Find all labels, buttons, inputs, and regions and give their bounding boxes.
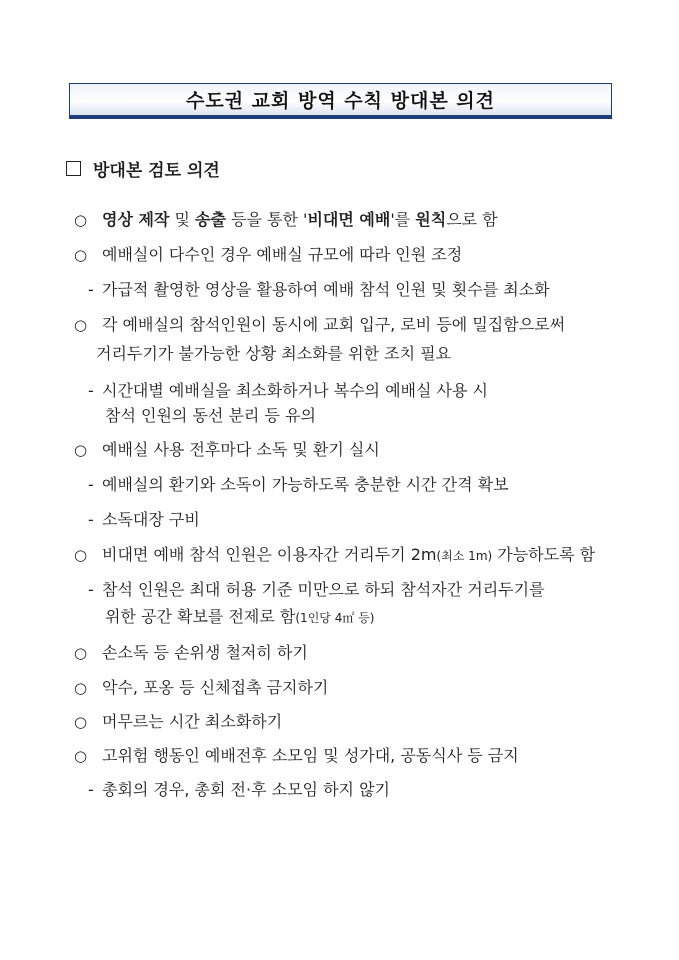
circle-bullet-icon: ○ [74,246,88,264]
sub-list-item: - 참석 인원은 최대 허용 기준 미만으로 하되 참석자간 거리두기를 [88,580,545,599]
section-heading-text: 방대본 검토 의견 [93,161,220,181]
sub-list-item-continuation: 위한 공간 확보를 전제로 함(1인당 4㎡ 등) [105,607,375,626]
sub-list-item-continuation: 참석 인원의 동선 분리 등 유의 [105,406,316,425]
dash-bullet-icon: - [88,510,94,529]
circle-bullet-icon: ○ [74,546,88,564]
dash-bullet-icon: - [88,280,94,299]
list-item: ○ 악수, 포옹 등 신체접촉 금지하기 [74,678,329,697]
list-item: ○ 비대면 예배 참석 인원은 이용자간 거리두기 2m(최소 1m) 가능하도록 함 [74,545,596,564]
list-item: ○ 고위험 행동인 예배전후 소모임 및 성가대, 공동식사 등 금지 [74,746,519,765]
sub-list-item: - 소독대장 구비 [88,510,200,529]
list-item: ○ 각 예배실의 참석인원이 동시에 교회 입구, 로비 등에 밀집함으로써 [74,315,566,334]
list-item: ○ 예배실이 다수인 경우 예배실 규모에 따라 인원 조정 [74,245,463,264]
circle-bullet-icon: ○ [74,441,88,459]
sub-list-item: - 예배실의 환기와 소독이 가능하도록 충분한 시간 간격 확보 [88,475,509,494]
list-item-continuation: 거리두기가 불가능한 상황 최소화를 위한 조치 필요 [96,344,452,363]
list-item: ○ 예배실 사용 전후마다 소독 및 환기 실시 [74,440,380,459]
document-title-box [69,83,612,116]
section-heading [66,156,220,181]
dash-bullet-icon: - [88,580,94,599]
list-item: ○ 손소독 등 손위생 철저히 하기 [74,643,308,662]
sub-list-item: - 총회의 경우, 총회 전·후 소모임 하지 않기 [88,780,390,799]
dash-bullet-icon: - [88,381,94,400]
document-title: 수도권 교회 방역 수칙 방대본 의견 [185,90,496,112]
sub-list-item: - 가급적 촬영한 영상을 활용하여 예배 참석 인원 및 횟수를 최소화 [88,280,550,299]
circle-bullet-icon: ○ [74,316,88,334]
circle-bullet-icon: ○ [74,713,88,731]
dash-bullet-icon: - [88,475,94,494]
circle-bullet-icon: ○ [74,679,88,697]
circle-bullet-icon: ○ [74,211,88,229]
checkbox-icon [66,161,81,176]
sub-list-item: - 시간대별 예배실을 최소화하거나 복수의 예배실 사용 시 [88,381,489,400]
list-item: ○ 머무르는 시간 최소화하기 [74,712,283,731]
circle-bullet-icon: ○ [74,644,88,662]
dash-bullet-icon: - [88,780,94,799]
circle-bullet-icon: ○ [74,747,88,765]
list-item: ○ 영상 제작 및 송출 등을 통한 '비대면 예배'를 원칙으로 함 [74,210,498,229]
